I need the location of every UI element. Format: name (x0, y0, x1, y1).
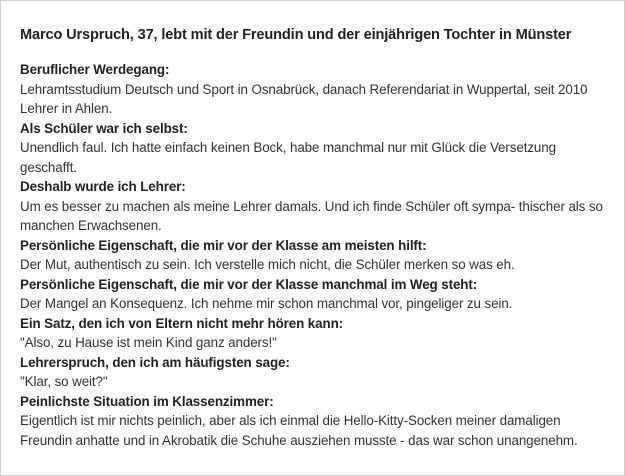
question-parents-phrase: Ein Satz, den ich von Eltern nicht mehr hören kann: (20, 315, 344, 331)
question-as-student: Als Schüler war ich selbst: (20, 120, 188, 136)
answer-parents-phrase: "Also, zu Hause ist mein Kind ganz anders!" (20, 335, 277, 350)
question-career: Beruflicher Werdegang: (20, 62, 170, 77)
question-helpful-trait: Persönliche Eigenschaft, die mir vor der Klasse am meisten hilft: (20, 237, 427, 253)
answer-why-teacher: Um es besser zu machen als meine Lehrer damals. Und ich finde Schüler oft sympa- thischer als so manchen Erwachsenen. (20, 198, 603, 233)
answer-teacher-saying: "Klar, so weit?" (20, 374, 108, 389)
question-embarrassing-situation: Peinlichste Situation im Klassenzimmer: (20, 393, 274, 409)
answer-career: Lehramtsstudium Deutsch und Sport in Osnabrück, danach Referendariat in Wuppertal, seit 2010 Lehrer in Ahlen. (20, 81, 588, 116)
qa-list (20, 60, 615, 450)
question-teacher-saying: Lehrerspruch, den ich am häufigsten sage: (20, 354, 290, 370)
question-why-teacher: Deshalb wurde ich Lehrer: (20, 179, 186, 194)
interview-title: Marco Urspruch, 37, lebt mit der Freundin und der einjährigen Tochter in Münster (20, 27, 572, 43)
question-hindering-trait: Persönliche Eigenschaft, die mir vor der Klasse manchmal im Weg steht: (20, 276, 478, 292)
answer-embarrassing-situation: Eigentlich ist mir nichts peinlich, aber als ich einmal die Hello-Kitty-Socken meiner damaligen Freundin anhatte und in Akrobatik die Schuhe ausziehen musste - das war schon unangenehm. (20, 413, 578, 448)
answer-helpful-trait: Der Mut, authentisch zu sein. Ich verstelle mich nicht, die Schüler merken so was eh. (20, 257, 515, 272)
answer-as-student: Unendlich faul. Ich hatte einfach keinen Bock, habe manchmal nur mit Glück die Versetzung geschafft. (20, 140, 556, 175)
answer-hindering-trait: Der Mangel an Konsequenz. Ich nehme mir schon manchmal vor, pingeliger zu sein. (20, 296, 513, 311)
